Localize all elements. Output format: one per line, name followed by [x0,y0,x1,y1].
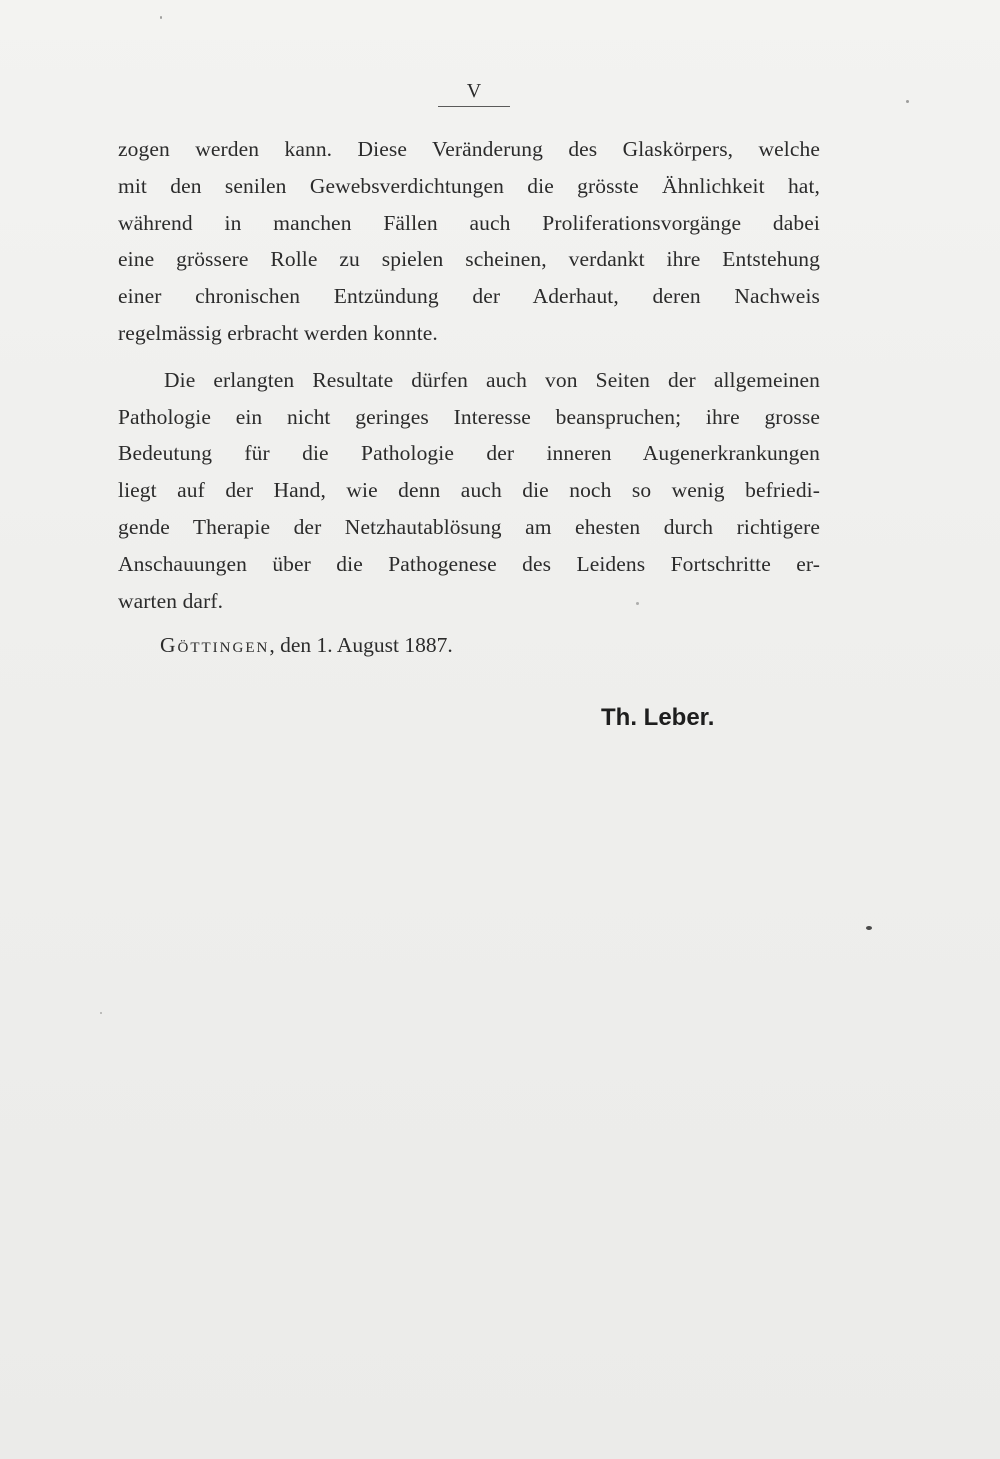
text-line: Bedeutung für die Pathologie der inneren Augenerkrankungen [118,441,820,466]
body-text [118,131,820,619]
scan-speck [160,16,162,19]
paragraph-1 [118,131,820,352]
paragraph-2 [118,362,820,620]
text-line: Die erlangten Resultate dürfen auch von Seiten der allgemeinen [164,367,820,392]
text-line: eine grössere Rolle zu spielen scheinen, verdankt ihre Entstehung [118,247,820,272]
text-line: mit den senilen Gewebsverdichtungen die grösste Ähnlichkeit hat, [118,173,820,198]
text-line: Anschauungen über die Pathogenese des Leidens Fortschritte er- [118,551,820,576]
text-line: Pathologie ein nicht geringes Interesse beanspruchen; ihre grosse [118,404,820,429]
text-line: zogen werden kann. Diese Veränderung des Glaskörpers, welche [118,137,820,161]
scan-speck [636,602,639,605]
scan-speck [100,1012,102,1014]
date-text: , den 1. August 1887. [269,633,453,657]
place-name: Göttingen [160,633,270,657]
scan-speck [906,100,909,103]
dateline [160,627,453,663]
text-line: einer chronischen Entzündung der Aderhaut, deren Nachweis [118,284,820,309]
signature: Th. Leber. [601,704,715,731]
text-line: gende Therapie der Netzhautablösung am ehesten durch richtigere [118,514,820,539]
text-line: liegt auf der Hand, wie denn auch die noch so wenig befriedi- [118,478,820,503]
scan-speck [866,926,872,930]
text-line: während in manchen Fällen auch Proliferationsvorgänge dabei [118,210,820,235]
text-line: warten darf. [118,588,224,613]
page-number: V [438,80,510,107]
paragraph-spacer [118,352,820,362]
text-line: regelmässig erbracht werden konnte. [118,320,438,345]
